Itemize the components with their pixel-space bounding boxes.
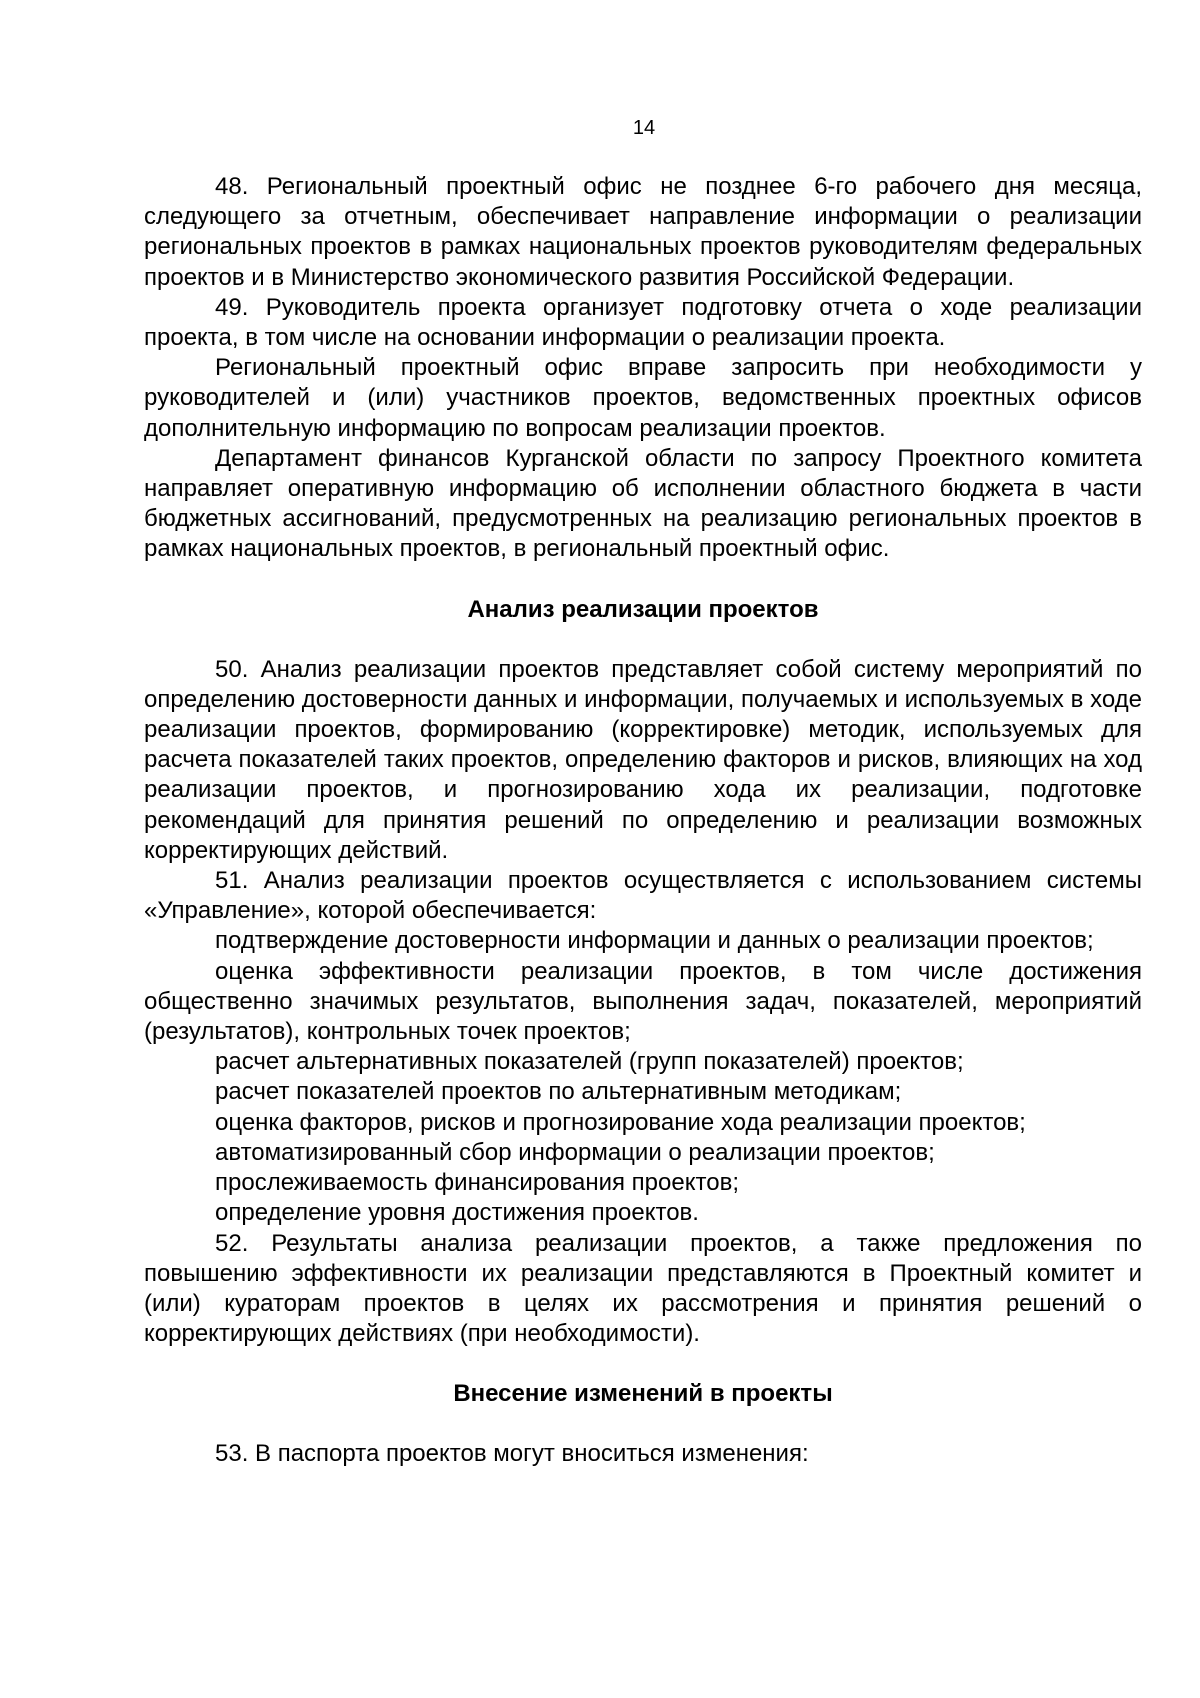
spacer <box>144 1349 1142 1379</box>
list-item-alt-methods: расчет показателей проектов по альтернативным методикам; <box>215 1078 902 1106</box>
list-item-verification: подтверждение достоверности информации и данных о реализации проектов; <box>215 927 1094 955</box>
list-item-auto-collection: автоматизированный сбор информации о реализации проектов; <box>215 1138 935 1166</box>
paragraph-51: 51. Анализ реализации проектов осуществляется с использованием системы «Управление», которой обеспечивается: <box>144 867 1142 925</box>
list-item-achievement-level: определение уровня достижения проектов. <box>215 1199 699 1227</box>
list-item-risk-assessment: оценка факторов, рисков и прогнозирование хода реализации проектов; <box>215 1108 1026 1136</box>
paragraph-52: 52. Результаты анализа реализации проектов, а также предложения по повышению эффективности их реализации представляются в Проектный комитет и (или) кураторам проектов в целях их рассмотрения и принятия решений о корректирующих действиях (при необходимости). <box>144 1229 1142 1348</box>
section-heading-analysis: Анализ реализации проектов <box>467 595 819 623</box>
paragraph-48: 48. Региональный проектный офис не позднее 6-го рабочего дня месяца, следующего за отчетным, обеспечивает направление информации о реализации региональных проектов в рамках национальных проектов руководителям федеральных проектов и в Министерство экономического развития Российской Федерации. <box>144 173 1142 291</box>
list-item-traceability: прослеживаемость финансирования проектов; <box>215 1169 739 1197</box>
spacer <box>144 1409 1142 1439</box>
list-item-alt-indicators: расчет альтернативных показателей (групп показателей) проектов; <box>215 1048 964 1076</box>
paragraph-53: 53. В паспорта проектов могут вноситься изменения: <box>215 1440 809 1468</box>
spacer <box>144 625 1142 655</box>
page-number: 14 <box>632 117 656 139</box>
list-item-efficiency: оценка эффективности реализации проектов, в том числе достижения общественно значимых результатов, выполнения задач, показателей, мероприятий (результатов), контрольных точек проектов; <box>144 957 1142 1046</box>
paragraph-49: 49. Руководитель проекта организует подготовку отчета о ходе реализации проекта, в том числе на основании информации о реализации проекта. <box>144 293 1142 352</box>
paragraph-finance-department: Департамент финансов Курганской области по запросу Проектного комитета направляет оперативную информацию об исполнении областного бюджета в части бюджетных ассигнований, предусмотренных на реализацию региональных проектов в рамках национальных проектов, в региональный проектный офис. <box>144 444 1142 563</box>
section-heading-changes: Внесение изменений в проекты <box>453 1380 833 1408</box>
document-body <box>144 172 1142 1470</box>
spacer <box>144 565 1142 595</box>
paragraph-50: 50. Анализ реализации проектов представляет собой систему мероприятий по определению достоверности данных и информации, получаемых и используемых в ходе реализации проектов, формированию (корректировке) методик, используемых для расчета показателей таких проектов, определению факторов и рисков, влияющих на ход реализации проектов, и прогнозированию хода их реализации, подготовке рекомендаций для принятия решений по определению и реализации возможных корректирующих действий. <box>144 655 1142 864</box>
paragraph-regional-office: Региональный проектный офис вправе запросить при необходимости у руководителей и (или) участников проектов, ведомственных проектных офисов дополнительную информацию по вопросам реализации проектов. <box>144 354 1142 442</box>
